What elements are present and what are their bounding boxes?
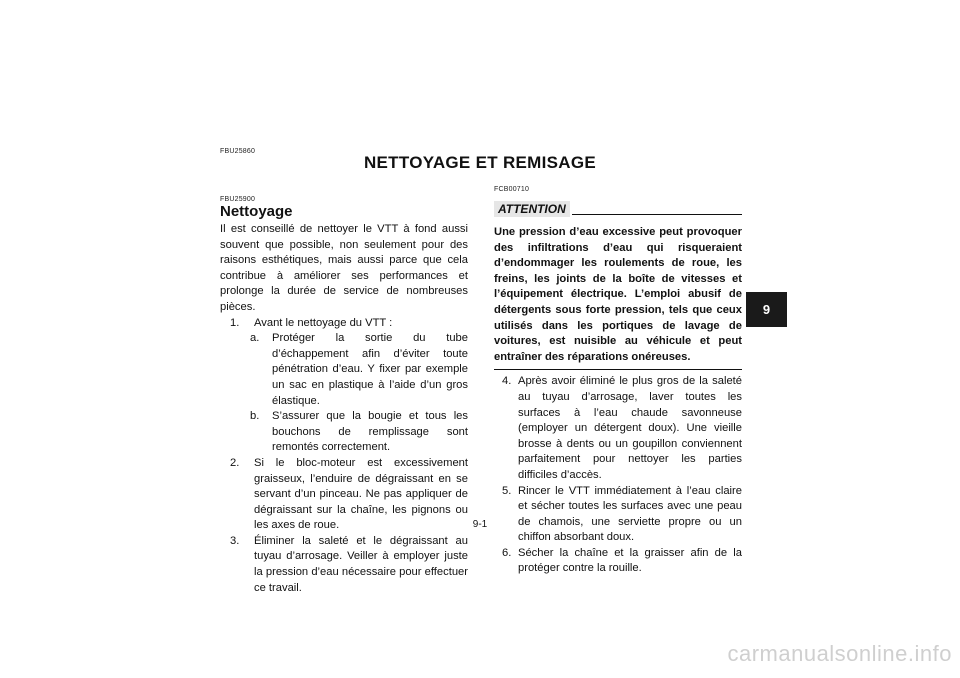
list-number: 6. bbox=[502, 546, 512, 559]
list-text: Avant le nettoyage du VTT : bbox=[254, 316, 393, 329]
list-item bbox=[220, 331, 468, 409]
list-text: Protéger la sortie du tube d’échappement afin d’éviter toute pénétration d’eau. Y fixer par exemple un sac en plastique à l’aide d’un gros élastique. bbox=[272, 332, 468, 407]
list-number: a. bbox=[250, 332, 260, 345]
subsection-code: FBU25900 bbox=[220, 196, 256, 203]
list-item bbox=[494, 546, 742, 577]
list-item bbox=[220, 534, 468, 596]
page-title: NETTOYAGE ET REMISAGE bbox=[363, 153, 597, 172]
section-code: FBU25860 bbox=[220, 148, 256, 155]
section-heading: Nettoyage bbox=[220, 203, 293, 220]
chapter-tab: 9 bbox=[746, 292, 787, 327]
list-text: Rincer le VTT immédiatement à l’eau claire et sécher toutes les surfaces avec une peau de chamois, une serviette propre ou un chiffon absorbant doux. bbox=[518, 484, 742, 544]
attention-rule bbox=[572, 214, 742, 215]
list-number: 5. bbox=[502, 484, 512, 497]
list-text: Après avoir éliminé le plus gros de la saleté au tuyau d’arrosage, laver toutes les surfaces à l’eau chaude savonneuse (employer un détergent doux). Une vieille brosse à dents ou un goupillon conviennent parfaitement pour nettoyer les parties difficiles d’accès. bbox=[518, 375, 742, 481]
list-item bbox=[494, 374, 742, 483]
continued-list bbox=[494, 374, 742, 577]
list-item bbox=[220, 316, 468, 332]
list-item bbox=[494, 484, 742, 546]
watermark-text: carmanualsonline.info bbox=[727, 641, 952, 666]
list-number: 2. bbox=[230, 456, 240, 469]
list-text: Sécher la chaîne et la graisser afin de la protéger contre la rouille. bbox=[518, 546, 742, 575]
list-number: 1. bbox=[230, 316, 240, 329]
attention-text: Une pression d’eau excessive peut provoquer des infiltrations d’eau qui risqueraient d’endommager les roulements de roue, les freins, les joints de la boîte de vitesses et l’équipement électrique. L’emploi abusif de détergents sous forte pression, tels que ceux utilisés dans les portiques de lavage de voitures, est nuisible au véhicule et peut entraîner des réparations onéreuses. bbox=[494, 225, 742, 370]
list-text: S’assurer que la bougie et tous les bouchons de remplissage sont remontés correctement. bbox=[272, 410, 468, 454]
list-number: b. bbox=[250, 410, 260, 423]
attention-header bbox=[494, 201, 742, 219]
attention-label: ATTENTION bbox=[494, 201, 570, 217]
list-item bbox=[220, 409, 468, 456]
list-text: Éliminer la saleté et le dégraissant au tuyau d’arrosage. Veiller à employer juste la pression d’eau nécessaire pour effectuer ce travail. bbox=[254, 534, 468, 594]
page-number: 9-1 bbox=[472, 519, 488, 530]
intro-paragraph: Il est conseillé de nettoyer le VTT à fond aussi souvent que possible, non seulement pour des raisons esthétiques, mais aussi parce que cela contribue à améliorer ses performances et prolonge la durée de service de nombreuses pièces. bbox=[220, 223, 468, 313]
list-number: 3. bbox=[230, 534, 240, 547]
left-column bbox=[220, 196, 468, 596]
caution-code: FCB00710 bbox=[494, 186, 530, 193]
list-text: Si le bloc-moteur est excessivement graisseux, l’enduire de dégraissant en se servant d’un pinceau. Ne pas appliquer de dégraissant sur la chaîne, les pignons ou les axes de roue. bbox=[254, 456, 468, 532]
list-number: 4. bbox=[502, 375, 512, 388]
